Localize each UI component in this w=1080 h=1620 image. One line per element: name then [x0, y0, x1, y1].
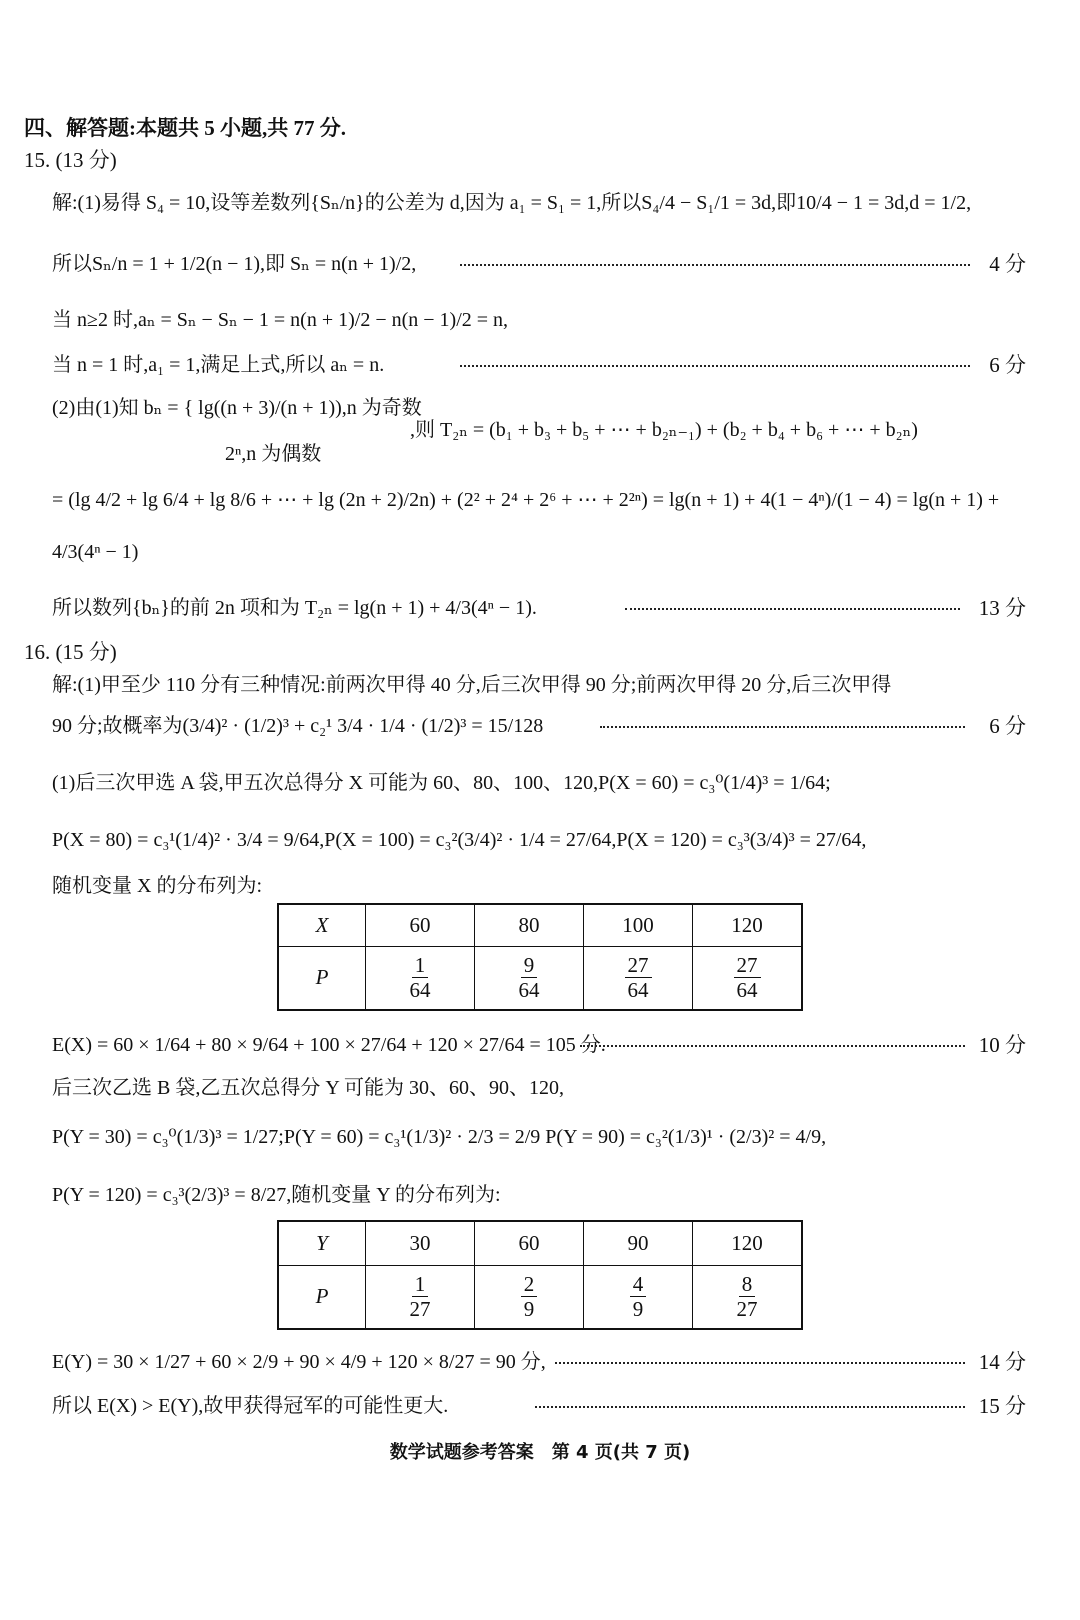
- q16-score-6: 6 分: [989, 714, 1026, 738]
- q16-line11: 所以 E(X) > E(Y),故甲获得冠军的可能性更大.: [52, 1395, 449, 1417]
- fraction-numerator: 8: [739, 1272, 756, 1297]
- fraction-denominator: 64: [518, 978, 540, 1003]
- table-header-cell: X: [278, 904, 366, 946]
- q16-line9: P(Y = 120) = c₃³(2/3)³ = 8/27,随机变量 Y 的分布列为:: [52, 1184, 501, 1206]
- table-cell: 100: [584, 904, 693, 946]
- q15-line5b: 2ⁿ,n 为偶数: [225, 443, 322, 465]
- table-row: [278, 946, 802, 1010]
- fraction-numerator: 1: [412, 953, 429, 978]
- q15-line5a: (2)由(1)知 bₙ = { lg((n + 3)/(n + 1)),n 为奇数: [52, 397, 422, 419]
- q16-line6: E(X) = 60 × 1/64 + 80 × 9/64 + 100 × 27/64 + 120 × 27/64 = 105 分.: [52, 1034, 606, 1056]
- q16-score-15: 15 分: [978, 1394, 1026, 1418]
- q16-line5: 随机变量 X 的分布列为:: [52, 875, 262, 897]
- q15-line5c: ,则 T₂ₙ = (b₁ + b₃ + b₅ + ⋯ + b₂ₙ₋₁) + (b₂ + b₄ + b₆ + ⋯ + b₂ₙ): [410, 419, 918, 441]
- table-cell: [366, 946, 475, 1010]
- fraction-numerator: 1: [412, 1272, 429, 1297]
- distribution-table-y: [277, 1220, 803, 1330]
- leader-dots: [460, 365, 970, 367]
- table-cell: [475, 946, 584, 1010]
- table-cell: 120: [693, 904, 803, 946]
- fraction-numerator: 2: [521, 1272, 538, 1297]
- leader-dots: [580, 1045, 965, 1047]
- leader-dots: [555, 1362, 965, 1364]
- q16-line3: (1)后三次甲选 A 袋,甲五次总得分 X 可能为 60、80、100、120,P(X = 60) = c₃⁰(1/4)³ = 1/64;: [52, 772, 831, 794]
- table-row: [278, 1221, 802, 1265]
- table-cell: [693, 946, 803, 1010]
- q16-line7: 后三次乙选 B 袋,乙五次总得分 Y 可能为 30、60、90、120,: [52, 1077, 565, 1099]
- leader-dots: [535, 1406, 965, 1408]
- leader-dots: [600, 726, 965, 728]
- fraction-denominator: 64: [736, 978, 758, 1003]
- q16-line2: 90 分;故概率为(3/4)² · (1/2)³ + c₂¹ 3/4 · 1/4 · (1/2)³ = 15/128: [52, 715, 544, 737]
- table-cell: 90: [584, 1221, 693, 1265]
- q16-line1: 解:(1)甲至少 110 分有三种情况:前两次甲得 40 分,后三次甲得 90 分;前两次甲得 20 分,后三次甲得: [52, 674, 892, 696]
- table-cell: 120: [693, 1221, 803, 1265]
- leader-dots: [460, 264, 970, 266]
- table-cell: [693, 1265, 803, 1329]
- table-header-cell: P: [278, 946, 366, 1010]
- q15-line7: 4/3(4ⁿ − 1): [52, 541, 139, 563]
- table-cell: 80: [475, 904, 584, 946]
- q16-score-10: 10 分: [978, 1033, 1026, 1057]
- q15-line1: 解:(1)易得 S₄ = 10,设等差数列{Sₙ/n}的公差为 d,因为 a₁ = S₁ = 1,所以S₄/4 − S₁/1 = 3d,即10/4 − 1 = 3d,d = 1/2,: [52, 192, 972, 214]
- q15-line4: 当 n = 1 时,a₁ = 1,满足上式,所以 aₙ = n.: [52, 354, 385, 376]
- table-row: [278, 1265, 802, 1329]
- table-cell: [584, 1265, 693, 1329]
- table-cell: 60: [366, 904, 475, 946]
- q15-score-13: 13 分: [978, 596, 1026, 620]
- fraction-numerator: 27: [625, 953, 652, 978]
- fraction-denominator: 27: [409, 1297, 431, 1322]
- table-header-cell: Y: [278, 1221, 366, 1265]
- q16-score-14: 14 分: [978, 1350, 1026, 1374]
- q15-score-4: 4 分: [989, 252, 1026, 276]
- fraction-denominator: 64: [627, 978, 649, 1003]
- fraction-denominator: 27: [736, 1297, 758, 1322]
- table-cell: 30: [366, 1221, 475, 1265]
- fraction-denominator: 9: [523, 1297, 535, 1322]
- q16-number: 16. (15 分): [24, 640, 117, 664]
- q15-line8: 所以数列{bₙ}的前 2n 项和为 T₂ₙ = lg(n + 1) + 4/3(4ⁿ − 1).: [52, 597, 537, 619]
- q16-line10: E(Y) = 30 × 1/27 + 60 × 2/9 + 90 × 4/9 + 120 × 8/27 = 90 分,: [52, 1351, 546, 1373]
- table-cell: [366, 1265, 475, 1329]
- q15-number: 15. (13 分): [24, 148, 117, 172]
- fraction-denominator: 64: [409, 978, 431, 1003]
- q15-line3: 当 n≥2 时,aₙ = Sₙ − Sₙ − 1 = n(n + 1)/2 − n(n − 1)/2 = n,: [52, 309, 509, 331]
- leader-dots: [625, 608, 960, 610]
- table-cell: 60: [475, 1221, 584, 1265]
- table-cell: [584, 946, 693, 1010]
- q16-line8: P(Y = 30) = c₃⁰(1/3)³ = 1/27;P(Y = 60) = c₃¹(1/3)² · 2/3 = 2/9 P(Y = 90) = c₃²(1/3)¹ · (2/3)² = 4/9,: [52, 1126, 827, 1148]
- fraction-numerator: 9: [521, 953, 538, 978]
- fraction-numerator: 4: [630, 1272, 647, 1297]
- table-header-cell: P: [278, 1265, 366, 1329]
- fraction-numerator: 27: [734, 953, 761, 978]
- fraction-denominator: 9: [632, 1297, 644, 1322]
- page-footer: 数学试题参考答案 第 4 页(共 7 页): [389, 1442, 691, 1463]
- q15-score-6: 6 分: [989, 353, 1026, 377]
- table-cell: [475, 1265, 584, 1329]
- q16-line4: P(X = 80) = c₃¹(1/4)² · 3/4 = 9/64,P(X = 100) = c₃²(3/4)² · 1/4 = 27/64,P(X = 120) = c₃³(3/4)³ = 27/64,: [52, 829, 867, 851]
- distribution-table-x: [277, 903, 803, 1011]
- q15-line6: = (lg 4/2 + lg 6/4 + lg 8/6 + ⋯ + lg (2n + 2)/2n) + (2² + 2⁴ + 2⁶ + ⋯ + 2²ⁿ) = lg(n + 1) + 4(1 − 4ⁿ)/(1 − 4) = lg(n + 1) +: [52, 489, 1000, 511]
- q15-line2: 所以Sₙ/n = 1 + 1/2(n − 1),即 Sₙ = n(n + 1)/2,: [52, 253, 417, 275]
- table-row: [278, 904, 802, 946]
- section-header: 四、解答题:本题共 5 小题,共 77 分.: [24, 116, 346, 140]
